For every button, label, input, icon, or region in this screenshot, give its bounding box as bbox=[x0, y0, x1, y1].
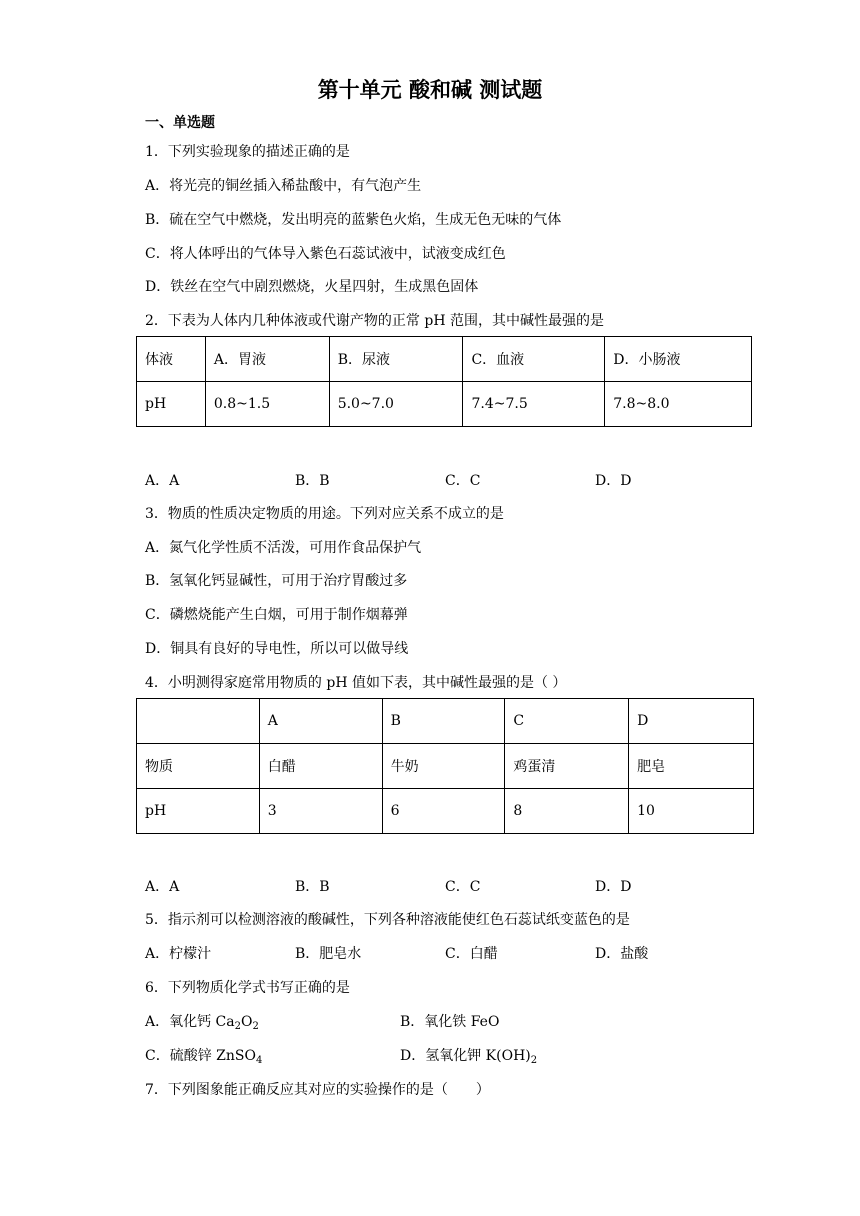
question-6-option-b: B．氧化铁 FeO bbox=[400, 1014, 500, 1030]
page-title: 第十单元 酸和碱 测试题 bbox=[317, 78, 543, 102]
question-1-option-a: A．将光亮的铜丝插入稀盐酸中，有气泡产生 bbox=[145, 178, 422, 194]
table-cell: 3 bbox=[259, 789, 382, 834]
question-1-option-c: C．将人体呼出的气体导入紫色石蕊试液中，试液变成红色 bbox=[145, 246, 506, 262]
table-row bbox=[137, 744, 754, 789]
table-cell: C bbox=[505, 699, 629, 744]
question-4-stem: 4．小明测得家庭常用物质的 pH 值如下表，其中碱性最强的是（ ） bbox=[145, 675, 567, 691]
question-7-stem: 7．下列图象能正确反应其对应的实验操作的是（ ） bbox=[145, 1082, 490, 1098]
table-cell: B bbox=[382, 699, 505, 744]
table-cell: 10 bbox=[629, 789, 754, 834]
option-c-text: C．硫酸锌 ZnSO bbox=[145, 1048, 256, 1064]
table-cell bbox=[137, 699, 260, 744]
option-a-text: O bbox=[241, 1014, 253, 1030]
table-cell: 5.0~7.0 bbox=[329, 382, 463, 427]
question-2-option-b: B．B bbox=[295, 473, 330, 489]
question-5-option-b: B．肥皂水 bbox=[295, 946, 362, 962]
table-cell: pH bbox=[137, 382, 206, 427]
table-cell: A．胃液 bbox=[205, 337, 329, 382]
question-1-option-b: B．硫在空气中燃烧，发出明亮的蓝紫色火焰，生成无色无味的气体 bbox=[145, 212, 562, 228]
table-row bbox=[137, 789, 754, 834]
question-3-option-c: C．磷燃烧能产生白烟，可用于制作烟幕弹 bbox=[145, 607, 408, 623]
question-2-option-d: D．D bbox=[595, 473, 632, 489]
table-cell: D．小肠液 bbox=[605, 337, 752, 382]
table-cell: 鸡蛋清 bbox=[505, 744, 629, 789]
question-4-option-b: B．B bbox=[295, 879, 330, 895]
question-5-option-a: A．柠檬汁 bbox=[145, 946, 212, 962]
question-4-option-a: A．A bbox=[145, 879, 180, 895]
table-row bbox=[137, 382, 752, 427]
question-4-option-c: C．C bbox=[445, 879, 481, 895]
table-cell: 肥皂 bbox=[629, 744, 754, 789]
question-4-option-d: D．D bbox=[595, 879, 632, 895]
question-2-stem: 2．下表为人体内几种体液或代谢产物的正常 pH 范围，其中碱性最强的是 bbox=[145, 313, 604, 329]
question-1-option-d: D．铁丝在空气中剧烈燃烧，火星四射，生成黑色固体 bbox=[145, 279, 479, 295]
table-cell: A bbox=[259, 699, 382, 744]
table-cell: B．尿液 bbox=[329, 337, 463, 382]
question-2-option-c: C．C bbox=[445, 473, 481, 489]
table-cell: 8 bbox=[505, 789, 629, 834]
subscript: 2 bbox=[530, 1055, 538, 1066]
question-3-stem: 3．物质的性质决定物质的用途。下列对应关系不成立的是 bbox=[145, 506, 504, 522]
table-cell: D bbox=[629, 699, 754, 744]
section-heading: 一、单选题 bbox=[145, 115, 215, 131]
table-row bbox=[137, 699, 754, 744]
question-4-table bbox=[136, 698, 754, 834]
question-3-option-d: D．铜具有良好的导电性，所以可以做导线 bbox=[145, 641, 409, 657]
table-cell: C．血液 bbox=[463, 337, 605, 382]
question-1-stem: 1．下列实验现象的描述正确的是 bbox=[145, 144, 350, 160]
subscript: 4 bbox=[255, 1055, 263, 1066]
question-5-stem: 5．指示剂可以检测溶液的酸碱性，下列各种溶液能使红色石蕊试纸变蓝色的是 bbox=[145, 912, 630, 928]
table-cell: 0.8~1.5 bbox=[205, 382, 329, 427]
subscript: 2 bbox=[234, 1021, 241, 1032]
table-cell: 体液 bbox=[137, 337, 206, 382]
option-d-text: D．氢氧化钾 K(OH) bbox=[400, 1048, 531, 1064]
table-cell: 6 bbox=[382, 789, 505, 834]
table-cell: pH bbox=[137, 789, 260, 834]
table-cell: 7.8~8.0 bbox=[605, 382, 752, 427]
table-cell: 物质 bbox=[137, 744, 260, 789]
question-2-option-a: A．A bbox=[145, 473, 180, 489]
question-3-option-b: B．氢氧化钙显碱性，可用于治疗胃酸过多 bbox=[145, 573, 408, 589]
question-3-option-a: A．氮气化学性质不活泼，可用作食品保护气 bbox=[145, 540, 422, 556]
question-5-option-d: D．盐酸 bbox=[595, 946, 649, 962]
question-2-table bbox=[136, 336, 752, 427]
table-cell: 白醋 bbox=[259, 744, 382, 789]
table-cell: 7.4~7.5 bbox=[463, 382, 605, 427]
table-cell: 牛奶 bbox=[382, 744, 505, 789]
question-6-option-d bbox=[400, 1045, 537, 1065]
question-6-option-a bbox=[145, 1011, 259, 1031]
option-a-text: A．氧化钙 Ca bbox=[145, 1014, 235, 1030]
question-6-stem: 6．下列物质化学式书写正确的是 bbox=[145, 980, 350, 996]
subscript: 2 bbox=[252, 1021, 259, 1032]
question-5-option-c: C．白醋 bbox=[445, 946, 498, 962]
question-6-option-c bbox=[145, 1045, 262, 1065]
table-row bbox=[137, 337, 752, 382]
